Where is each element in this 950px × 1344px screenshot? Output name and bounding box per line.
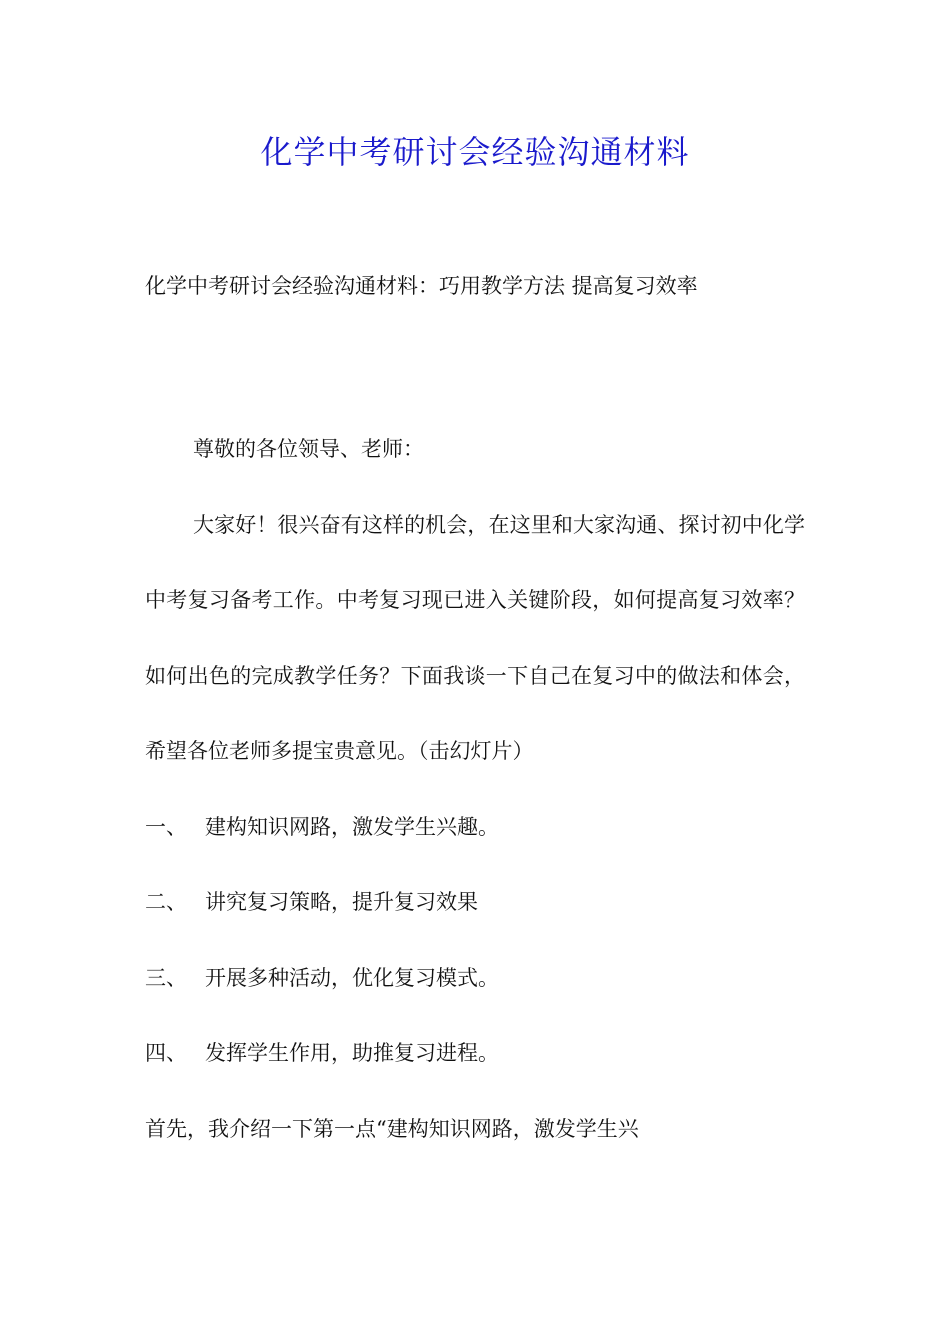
closing-line: 首先，我介绍一下第一点“建构知识网路，激发学生兴 — [145, 1116, 639, 1141]
list-item — [145, 790, 805, 866]
list-item — [145, 865, 805, 941]
document-subtitle: 化学中考研讨会经验沟通材料：巧用教学方法 提高复习效率 — [145, 274, 698, 298]
document-title: 化学中考研讨会经验沟通材料 — [260, 133, 690, 171]
list-item-text: 开展多种活动，优化复习模式。 — [205, 965, 499, 990]
salutation: 尊敬的各位领导、老师： — [193, 437, 424, 461]
list-item-text: 发挥学生作用，助推复习进程。 — [205, 1041, 499, 1065]
list-item — [145, 1016, 805, 1092]
list-item-text: 建构知识网路，激发学生兴趣。 — [205, 814, 499, 839]
list-item-number: 一、 — [145, 814, 187, 839]
list-item — [145, 941, 805, 1017]
list-item-number: 三、 — [145, 965, 187, 990]
document-body — [145, 412, 805, 1167]
list-item-text: 讲究复习策略，提升复习效果 — [205, 890, 478, 914]
list-item-number: 四、 — [145, 1041, 187, 1065]
intro-paragraph: 大家好！很兴奋有这样的机会，在这里和大家沟通、探讨初中化学中考复习备考工作。中考复习现已进入关键阶段，如何提高复习效率？如何出色的完成教学任务？下面我谈一下自己在复习中的做法和体会，希望各位老师多提宝贵意见。（击幻灯片） — [145, 512, 805, 763]
list-item-number: 二、 — [145, 890, 187, 914]
